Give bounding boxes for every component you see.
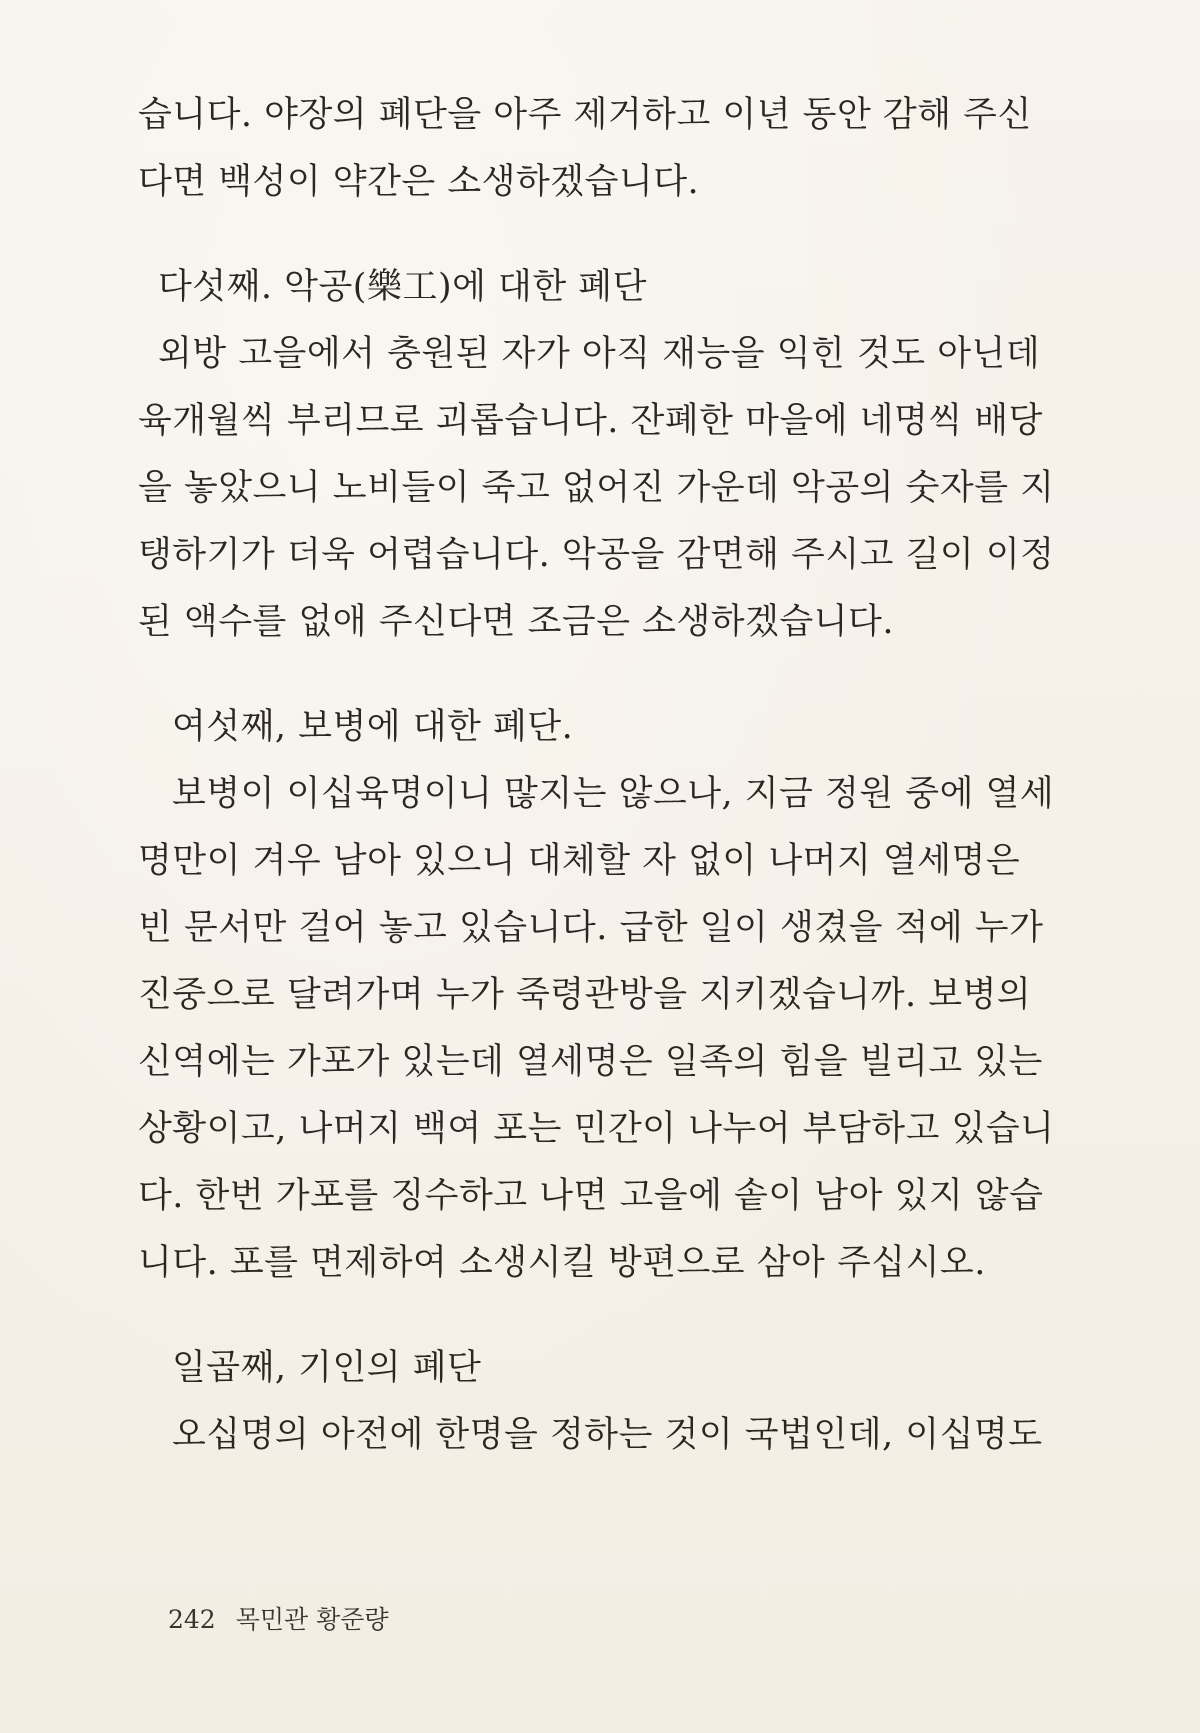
text-line: 탱하기가 더욱 어렵습니다. 악공을 감면해 주시고 길이 이정: [138, 535, 1055, 575]
text-line: 다면 백성이 약간은 소생하겠습니다.: [138, 162, 700, 202]
text-line: 외방 고을에서 충원된 자가 아직 재능을 익힌 것도 아닌데: [158, 334, 1041, 374]
text-line: 명만이 겨우 남아 있으니 대체할 자 없이 나머지 열세명은: [138, 841, 1021, 881]
text-line: 빈 문서만 걸어 놓고 있습니다. 급한 일이 생겼을 적에 누가: [138, 908, 1044, 948]
page-footer: [168, 1600, 389, 1636]
section-heading-6: 여섯째, 보병에 대한 폐단.: [172, 707, 574, 747]
section-heading-7: 일곱째, 기인의 폐단: [172, 1348, 482, 1388]
text-line: 오십명의 아전에 한명을 정하는 것이 국법인데, 이십명도: [172, 1415, 1043, 1455]
text-line: 육개월씩 부리므로 괴롭습니다. 잔폐한 마을에 네명씩 배당: [138, 401, 1043, 441]
text-line: 상황이고, 나머지 백여 포는 민간이 나누어 부담하고 있습니: [138, 1109, 1055, 1149]
text-line: 니다. 포를 면제하여 소생시킬 방편으로 삼아 주십시오.: [138, 1243, 986, 1283]
text-line: 신역에는 가포가 있는데 열세명은 일족의 힘을 빌리고 있는: [138, 1042, 1043, 1082]
text-line: 보병이 이십육명이니 많지는 않으나, 지금 정원 중에 열세: [172, 774, 1055, 814]
text-line: 된 액수를 없애 주신다면 조금은 소생하겠습니다.: [138, 602, 894, 642]
text-line: 습니다. 야장의 폐단을 아주 제거하고 이년 동안 감해 주신: [138, 95, 1032, 135]
text-line: 진중으로 달려가며 누가 죽령관방을 지키겠습니까. 보병의: [138, 975, 1032, 1015]
paragraph-gap: [138, 216, 1068, 254]
section-heading-5: 다섯째. 악공(樂工)에 대한 폐단: [158, 267, 647, 307]
body-text: [138, 82, 1068, 1469]
running-title: 목민관 황준량: [235, 1605, 389, 1634]
page-number: 242: [168, 1605, 216, 1634]
paragraph-gap: [138, 656, 1068, 694]
paragraph-gap: [138, 1297, 1068, 1335]
text-line: 을 놓았으니 노비들이 죽고 없어진 가운데 악공의 숫자를 지: [138, 468, 1055, 508]
text-line: 다. 한번 가포를 징수하고 나면 고을에 솥이 남아 있지 않습: [138, 1176, 1044, 1216]
